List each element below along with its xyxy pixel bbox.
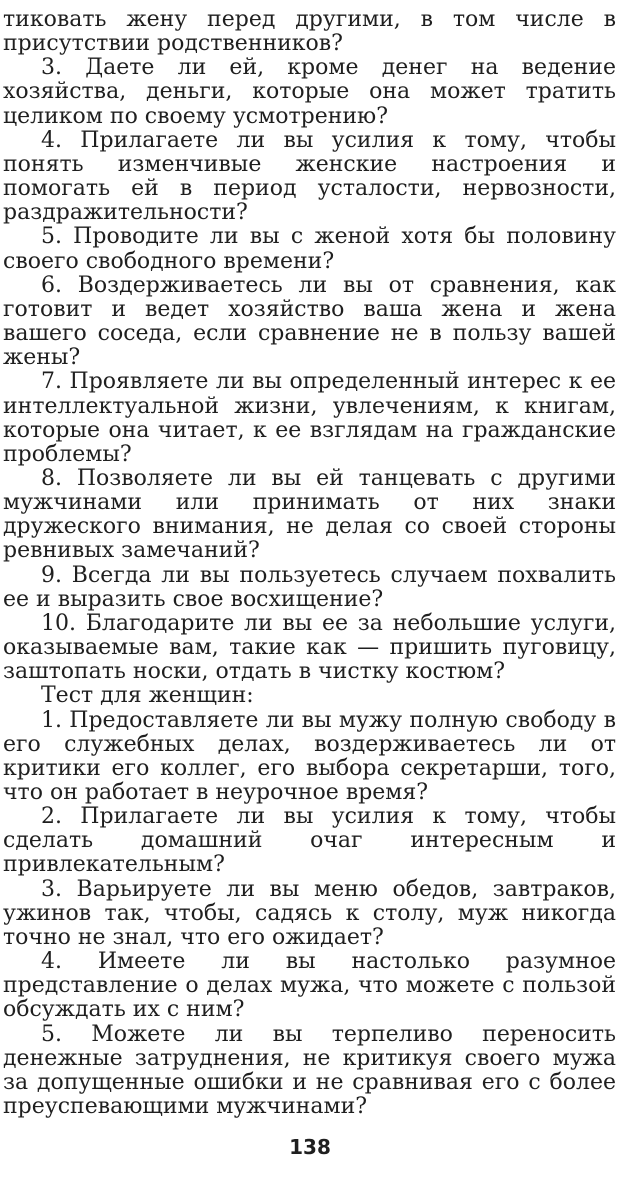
paragraph-question-5: 5. Проводите ли вы с женой хотя бы половину своего свободного времени? bbox=[3, 224, 616, 274]
paragraph-question-10: 10. Благодарите ли вы ее за небольшие услуги, оказываемые вам, такие как — пришить пуговицу, заштопать носки, отдать в чистку костюм? bbox=[3, 610, 616, 685]
paragraph-women-question-1: 1. Предоставляете ли вы мужу полную свободу в его служебных делах, воздерживаетесь ли от критики его коллег, его выбора секретарши, того, что он работает в неурочное время? bbox=[3, 707, 616, 805]
paragraph-question-8: 8. Позволяете ли вы ей танцевать с другими мужчинами или принимать от них знаки дружеского внимания, не делая со своей стороны ревнивых замечаний? bbox=[3, 465, 616, 564]
paragraph-question-7: 7. Проявляете ли вы определенный интерес к ее интеллектуальной жизни, увлечениям, к книгам, которые она читает, к ее взглядам на гражданские проблемы? bbox=[3, 369, 616, 467]
paragraph-question-4: 4. Прилагаете ли вы усилия к тому, чтобы понять изменчивые женские настроения и помогать ей в период усталости, нервозности, раздражительности? bbox=[3, 127, 616, 226]
paragraph-women-question-4: 4. Имеете ли вы настолько разумное представление о делах мужа, что можете с пользой обсуждать их с ним? bbox=[3, 949, 616, 1023]
paragraph-question-9: 9. Всегда ли вы пользуетесь случаем похвалить ее и выразить свое восхищение? bbox=[3, 562, 616, 612]
paragraph-women-question-5: 5. Можете ли вы терпеливо переносить денежные затруднения, не критикуя своего мужа за допущенные ошибки и не сравнивая его с более преуспевающими мужчинами? bbox=[3, 1021, 616, 1120]
paragraph-women-question-2: 2. Прилагаете ли вы усилия к тому, чтобы сделать домашний очаг интересным и привлекательным? bbox=[3, 804, 616, 878]
paragraph-women-question-3: 3. Варьируете ли вы меню обедов, завтраков, ужинов так, чтобы, садясь к столу, муж никогда точно не знал, что его ожидает? bbox=[3, 876, 616, 950]
paragraph-question-3: 3. Даете ли ей, кроме денег на ведение хозяйства, деньги, которые она может тратить целиком по своему усмотрению? bbox=[3, 55, 616, 129]
page-number: 138 bbox=[289, 1135, 331, 1159]
section-heading-women-test: Тест для женщин: bbox=[41, 683, 254, 709]
paragraph-question-6: 6. Воздерживаетесь ли вы от сравнения, как готовит и ведет хозяйство ваша жена и жена вашего соседа, если сравнение не в пользу вашей жены? bbox=[3, 272, 616, 371]
body-text bbox=[3, 8, 616, 1119]
paragraph-continuation: тиковать жену перед другими, в том числе в присутствии родственников? bbox=[3, 7, 616, 57]
